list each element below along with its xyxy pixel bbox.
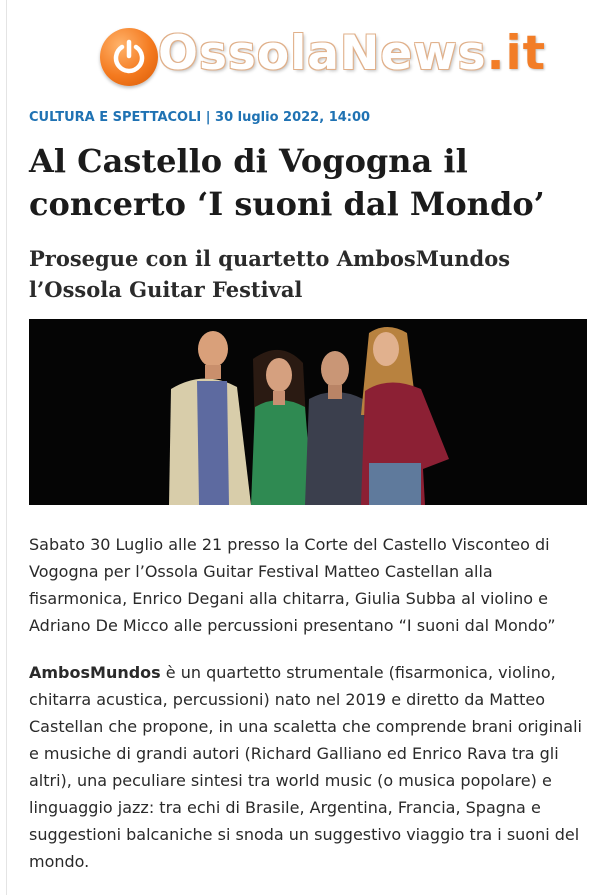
article-subtitle: Prosegue con il quartetto AmbosMundos l’Ossola Guitar Festival bbox=[29, 246, 511, 302]
article-meta bbox=[29, 110, 370, 125]
logo-wordmark-main: OssolaNews bbox=[158, 26, 487, 81]
meta-separator: | bbox=[205, 110, 211, 125]
article-paragraph-2-text: è un quartetto strumentale (fisarmonica, violino, chitarra acustica, percussioni) nato nel 2019 e diretto da Matteo Castellan che propone, in una scaletta che comprende brani originali e musiche di grandi autori (Richard Galliano ed Enrico Rava tra gli altri), una peculiare sintesi tra world music (o musica popolare) e linguaggio jazz: tra echi di Brasile, Argentina, Francia, Spagna e suggestioni balcaniche si snoda un suggestivo viaggio tra i suoni del mondo. bbox=[29, 663, 582, 871]
ensemble-name: AmbosMundos bbox=[29, 663, 161, 682]
article-title: Al Castello di Vogogna il concerto ‘I suoni dal Mondo’ bbox=[29, 142, 545, 223]
logo-wordmark bbox=[158, 26, 546, 81]
publish-date: 30 luglio 2022, 14:00 bbox=[215, 110, 371, 125]
article-paragraph-2 bbox=[29, 659, 589, 875]
article-paragraph-1: Sabato 30 Luglio alle 21 presso la Corte del Castello Visconteo di Vogogna per l’Ossola Guitar Festival Matteo Castellan alla fisarmonica, Enrico Degani alla chitarra, Giulia Subba al violino e Adriano De Micco alle percussioni presentano “I suoni dal Mondo” bbox=[29, 535, 556, 635]
page-divider bbox=[6, 0, 7, 895]
power-icon bbox=[100, 28, 158, 86]
band-photo bbox=[29, 319, 587, 505]
site-logo[interactable] bbox=[98, 24, 547, 90]
logo-wordmark-suffix: .it bbox=[486, 26, 547, 81]
category-link[interactable]: CULTURA E SPETTACOLI bbox=[29, 110, 202, 125]
